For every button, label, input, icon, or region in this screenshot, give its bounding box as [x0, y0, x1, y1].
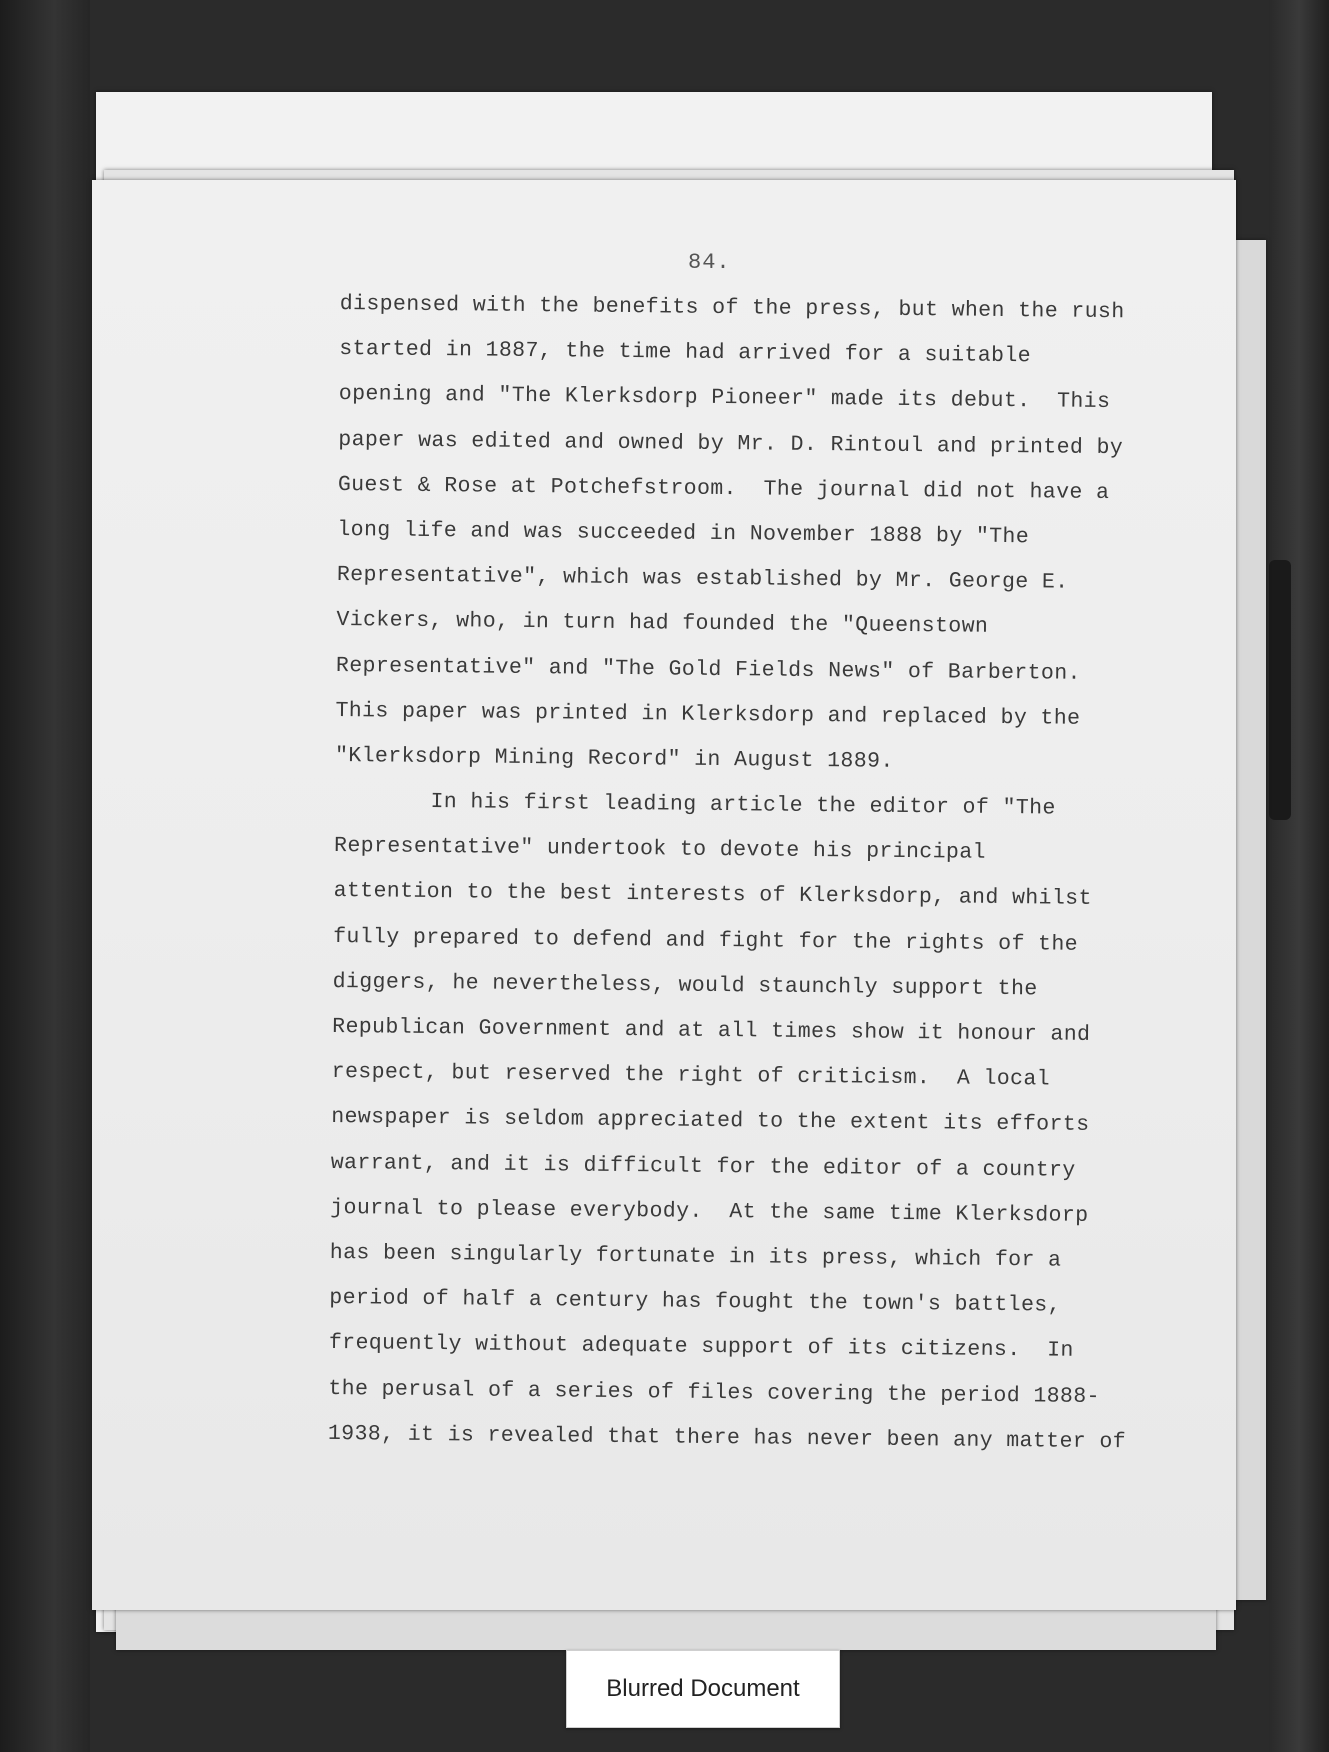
blurred-document-label: Blurred Document [566, 1650, 840, 1728]
text-line: Vickers, who, in turn had founded the "Queenstown [336, 608, 989, 640]
text-line: dispensed with the benefits of the press, but when the rush [339, 291, 1125, 325]
text-line: long life and was succeeded in November 1888 by "The [337, 517, 1030, 550]
text-line: Guest & Rose at Potchefstroom. The journal did not have a [337, 472, 1110, 505]
text-line: Representative" and "The Gold Fields News" of Barberton. [335, 653, 1081, 686]
text-line: Representative", which was established by Mr. George E. [336, 563, 1069, 595]
text-line: the perusal of a series of files covering the period 1888- [328, 1376, 1101, 1409]
text-line: This paper was printed in Klerksdorp and replaced by the [335, 698, 1081, 731]
text-line: respect, but reserved the right of criticism. A local [331, 1060, 1051, 1092]
text-line: "Klerksdorp Mining Record" in August 1889. [334, 743, 894, 774]
text-line: Representative" undertook to devote his principal [333, 834, 986, 866]
text-line: attention to the best interests of Klerksdorp, and whilst [333, 879, 1092, 912]
text-line: frequently without adequate support of its citizens. In [328, 1331, 1074, 1364]
text-line: newspaper is seldom appreciated to the extent its efforts [331, 1105, 1090, 1138]
text-line: warrant, and it is difficult for the editor of a country [330, 1150, 1076, 1183]
text-line: paper was edited and owned by Mr. D. Rintoul and printed by [338, 427, 1124, 460]
text-line: fully prepared to defend and fight for the rights of the [333, 924, 1079, 957]
binder-ring-notch [1269, 560, 1291, 820]
text-line: started in 1887, the time had arrived for a suitable [339, 337, 1032, 369]
text-line: Republican Government and at all times show it honour and [332, 1014, 1091, 1047]
text-line: period of half a century has fought the town's battles, [329, 1286, 1062, 1318]
binder-cover-right [1269, 0, 1329, 1752]
text-line: journal to please everybody. At the same time Klerksdorp [330, 1195, 1089, 1228]
page-number: 84. [688, 250, 731, 275]
text-line: 1938, it is revealed that there has never been any matter of [327, 1421, 1127, 1454]
paragraph-start-line: In his first leading article the editor of "The [430, 790, 1056, 821]
text-line: has been singularly fortunate in its press, which for a [329, 1240, 1062, 1273]
binder-cover-left [0, 0, 90, 1752]
document-body [328, 282, 1230, 1466]
paper-stack-edge [1236, 240, 1266, 1600]
text-line: diggers, he nevertheless, would staunchly support the [332, 969, 1038, 1002]
text-line: opening and "The Klerksdorp Pioneer" made its debut. This [338, 382, 1111, 415]
